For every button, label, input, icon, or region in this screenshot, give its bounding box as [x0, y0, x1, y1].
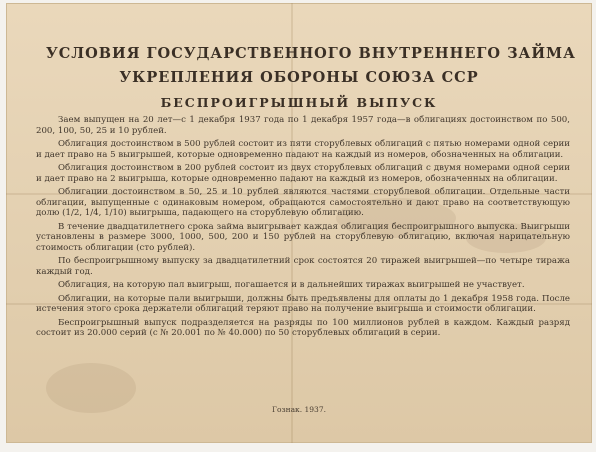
paragraph: Облигация, на которую пал выигрыш, погашается и в дальнейших тиражах выигрышей не участвует.: [58, 280, 525, 290]
document-title-line-2: УКРЕПЛЕНИЯ ОБОРОНЫ СОЮЗА ССР: [119, 69, 479, 86]
paragraph: Облигация достоинством в 500 рублей состоит из пяти сторублевых облигаций с пятью номерами одной серии и дает право на 5 выигрышей, которые одновременно падают на каждый из номеров, обозначенных на облигации.: [36, 139, 570, 160]
conditions-body: [36, 115, 570, 342]
paragraph: Беспроигрышный выпуск подразделяется на разряды по 100 миллионов рублей в каждом. Каждый разряд состоит из 20.000 серий (с № 20.001 по № 40.000) по 50 сторублевых облигаций в серии.: [36, 317, 570, 338]
paragraph: Облигации, на которые пали выигрыши, должны быть предъявлены для оплаты до 1 декабря 1958 года. После истечения этого срока держатели облигаций теряют право на получение выигрыша и стоимости облигации.: [36, 293, 570, 314]
paragraph: Облигация достоинством в 200 рублей состоит из двух сторублевых облигаций с двумя номерами одной серии и дает право на 2 выигрыша, которые одновременно падают на каждый из номеров, обозначенных на облигации.: [36, 163, 570, 184]
paragraph: Облигации достоинством в 50, 25 и 10 рублей являются частями сторублевой облигации. Отдельные части облигации, выпущенные с одинаковым номером, обращаются самостоятельно и дают право на соответствующую долю (1/2, 1/4, 1/10) выигрыша, падающего на сторублевую облигацию.: [36, 187, 570, 218]
document-subtitle: БЕСПРОИГРЫШНЫЙ ВЫПУСК: [160, 95, 438, 110]
bond-conditions-sheet: [6, 3, 592, 443]
paragraph: Заем выпущен на 20 лет—с 1 декабря 1937 года по 1 декабря 1957 года—в облигациях достоинством по 500, 200, 100, 50, 25 и 10 рублей.: [36, 115, 570, 136]
document-title-line-1: УСЛОВИЯ ГОСУДАРСТВЕННОГО ВНУТРЕННЕГО ЗАЙМА: [46, 45, 576, 62]
paragraph: По беспроигрышному выпуску за двадцатилетний срок состоятся 20 тиражей выигрышей—по четыре тиража каждый год.: [36, 256, 570, 277]
printer-imprint: Гознак. 1937.: [272, 405, 326, 414]
paragraph: В течение двадцатилетнего срока займа выигрывает каждая облигация беспроигрышного выпуска. Выигрыши установлены в размере 3000, 1000, 500, 200 и 150 рублей на сторублевую облигацию, включая нарицательную стоимость облигации (сто рублей).: [36, 221, 570, 253]
